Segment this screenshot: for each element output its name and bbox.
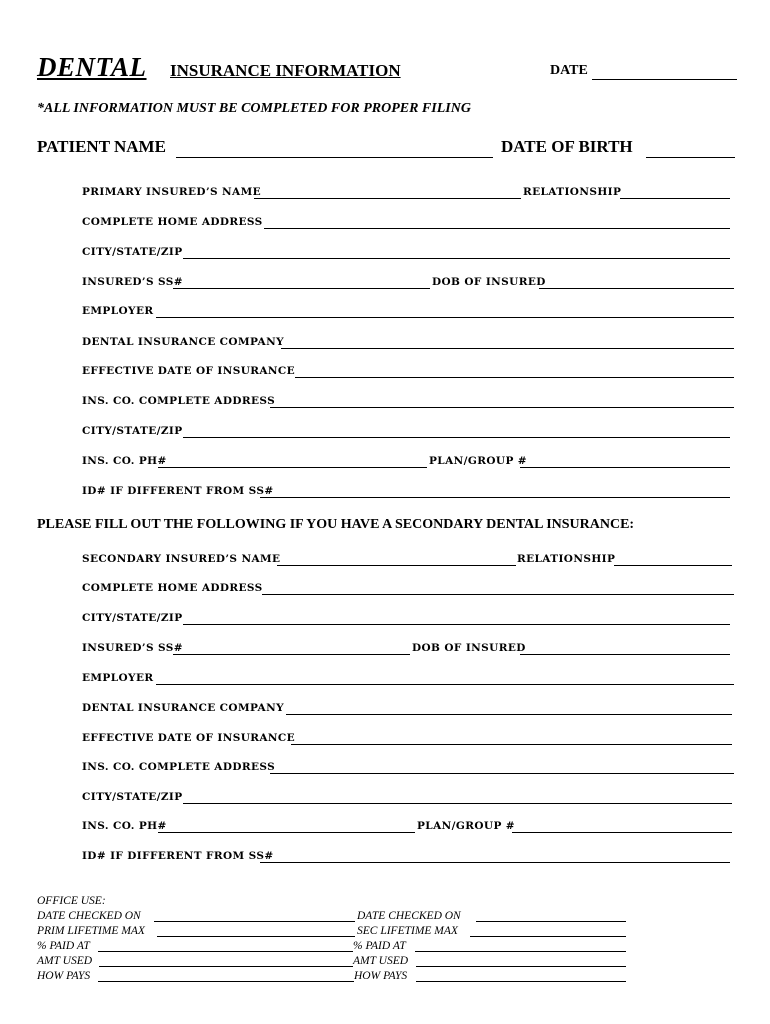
secondary-effective-date-line[interactable] xyxy=(291,744,732,745)
secondary-insured-ss-field[interactable] xyxy=(82,642,730,658)
secondary-co-phone-field[interactable] xyxy=(82,820,734,836)
secondary-co-address-label: INS. CO. COMPLETE ADDRESS xyxy=(82,761,276,773)
primary-id-number-line[interactable] xyxy=(260,497,730,498)
secondary-effective-date-field[interactable] xyxy=(82,732,732,748)
form-title-insurance-information: INSURANCE INFORMATION xyxy=(170,61,401,80)
primary-co-address-field[interactable] xyxy=(82,395,734,411)
secondary-co-phone-label: INS. CO. PH# xyxy=(82,820,167,832)
secondary-insured-ss-line[interactable] xyxy=(173,654,410,655)
date-checked-on-2-line[interactable] xyxy=(476,921,626,922)
percent-paid-at-2-line[interactable] xyxy=(415,951,626,952)
office-row-lifetime-max xyxy=(37,925,637,940)
primary-insurance-company-field[interactable] xyxy=(82,336,734,352)
secondary-city-state-zip-line[interactable] xyxy=(183,624,730,625)
primary-effective-date-line[interactable] xyxy=(295,377,734,378)
primary-co-city-state-zip-line[interactable] xyxy=(183,437,730,438)
primary-insured-ss-field[interactable] xyxy=(82,276,734,292)
date-checked-on-2-label: DATE CHECKED ON xyxy=(357,910,461,922)
secondary-id-number-line[interactable] xyxy=(260,862,730,863)
primary-home-address-label: COMPLETE HOME ADDRESS xyxy=(82,216,263,228)
office-row-amt-used xyxy=(37,955,637,970)
secondary-insurance-company-line[interactable] xyxy=(286,714,732,715)
how-pays-2-line[interactable] xyxy=(416,981,626,982)
secondary-relationship-line[interactable] xyxy=(614,565,732,566)
secondary-employer-field[interactable] xyxy=(82,672,734,688)
primary-insured-name-field[interactable] xyxy=(82,186,730,202)
office-row-how-pays xyxy=(37,970,637,985)
primary-co-phone-label: INS. CO. PH# xyxy=(82,455,167,467)
how-pays-2-label: HOW PAYS xyxy=(354,970,408,982)
secondary-effective-date-label: EFFECTIVE DATE OF INSURANCE xyxy=(82,732,296,744)
primary-insured-ss-line[interactable] xyxy=(173,288,430,289)
office-row-percent-paid xyxy=(37,940,637,955)
primary-co-phone-line[interactable] xyxy=(158,467,427,468)
sec-lifetime-max-label: SEC LIFETIME MAX xyxy=(357,925,458,937)
primary-dob-insured-line[interactable] xyxy=(539,288,734,289)
primary-id-number-label: ID# IF DIFFERENT FROM SS# xyxy=(82,485,274,497)
secondary-employer-line[interactable] xyxy=(156,684,734,685)
secondary-insurance-company-label: DENTAL INSURANCE COMPANY xyxy=(82,702,284,714)
sec-lifetime-max-line[interactable] xyxy=(470,936,626,937)
primary-effective-date-field[interactable] xyxy=(82,365,734,381)
secondary-dob-insured-label: DOB OF INSURED xyxy=(412,642,526,654)
percent-paid-at-2-label: % PAID AT xyxy=(353,940,406,952)
secondary-insured-name-label: SECONDARY INSURED’S NAME xyxy=(82,553,281,565)
secondary-id-number-field[interactable] xyxy=(82,850,730,866)
secondary-employer-label: EMPLOYER xyxy=(82,672,154,684)
filing-notice: *ALL INFORMATION MUST BE COMPLETED FOR PROPER FILING xyxy=(37,101,471,116)
date-checked-on-label: DATE CHECKED ON xyxy=(37,910,141,922)
primary-co-city-state-zip-field[interactable] xyxy=(82,425,730,441)
primary-insured-name-line[interactable] xyxy=(254,198,521,199)
secondary-co-city-state-zip-field[interactable] xyxy=(82,791,732,807)
date-of-birth-line[interactable] xyxy=(646,157,735,158)
primary-city-state-zip-field[interactable] xyxy=(82,246,730,262)
secondary-city-state-zip-field[interactable] xyxy=(82,612,730,628)
secondary-id-number-label: ID# IF DIFFERENT FROM SS# xyxy=(82,850,274,862)
prim-lifetime-max-line[interactable] xyxy=(157,936,355,937)
primary-relationship-line[interactable] xyxy=(620,198,730,199)
primary-id-number-field[interactable] xyxy=(82,485,730,501)
how-pays-label: HOW PAYS xyxy=(37,970,91,982)
secondary-insurance-company-field[interactable] xyxy=(82,702,732,718)
secondary-co-address-field[interactable] xyxy=(82,761,734,777)
primary-co-address-line[interactable] xyxy=(270,407,734,408)
primary-insurance-company-line[interactable] xyxy=(281,348,734,349)
primary-co-city-state-zip-label: CITY/STATE/ZIP xyxy=(82,425,183,437)
primary-co-address-label: INS. CO. COMPLETE ADDRESS xyxy=(82,395,276,407)
secondary-co-phone-line[interactable] xyxy=(158,832,415,833)
secondary-insured-name-line[interactable] xyxy=(277,565,516,566)
amt-used-label: AMT USED xyxy=(37,955,93,967)
primary-city-state-zip-label: CITY/STATE/ZIP xyxy=(82,246,183,258)
secondary-city-state-zip-label: CITY/STATE/ZIP xyxy=(82,612,183,624)
header-date-label: DATE xyxy=(550,63,588,78)
primary-insured-ss-label: INSURED’S SS# xyxy=(82,276,183,288)
primary-home-address-line[interactable] xyxy=(264,228,730,229)
primary-home-address-field[interactable] xyxy=(82,216,730,232)
form-title-dental: DENTAL xyxy=(37,52,147,82)
header-date-field[interactable] xyxy=(550,63,737,83)
office-row-date-checked xyxy=(37,910,637,925)
patient-name-label: PATIENT NAME xyxy=(37,137,166,156)
primary-employer-label: EMPLOYER xyxy=(82,305,154,317)
form-header xyxy=(37,52,737,84)
secondary-plan-group-label: PLAN/GROUP # xyxy=(417,820,516,832)
primary-co-phone-field[interactable] xyxy=(82,455,730,471)
secondary-insured-ss-label: INSURED’S SS# xyxy=(82,642,183,654)
percent-paid-at-line[interactable] xyxy=(98,951,353,952)
secondary-home-address-line[interactable] xyxy=(262,594,734,595)
primary-employer-field[interactable] xyxy=(82,305,734,321)
primary-insured-name-label: PRIMARY INSURED’S NAME xyxy=(82,186,262,198)
secondary-co-city-state-zip-label: CITY/STATE/ZIP xyxy=(82,791,183,803)
primary-employer-line[interactable] xyxy=(156,317,734,318)
office-use-section xyxy=(37,895,637,995)
header-date-line[interactable] xyxy=(592,79,737,80)
primary-dob-insured-label: DOB OF INSURED xyxy=(432,276,546,288)
amt-used-line[interactable] xyxy=(99,966,353,967)
primary-plan-group-line[interactable] xyxy=(520,467,730,468)
percent-paid-at-label: % PAID AT xyxy=(37,940,90,952)
date-of-birth-label: DATE OF BIRTH xyxy=(501,137,633,156)
secondary-relationship-label: RELATIONSHIP xyxy=(517,553,616,565)
office-use-heading: OFFICE USE: xyxy=(37,895,106,907)
amt-used-2-label: AMT USED xyxy=(353,955,409,967)
date-checked-on-line[interactable] xyxy=(154,921,355,922)
secondary-insurance-heading: PLEASE FILL OUT THE FOLLOWING IF YOU HAVE A SECONDARY DENTAL INSURANCE: xyxy=(37,517,635,532)
prim-lifetime-max-label: PRIM LIFETIME MAX xyxy=(37,925,145,937)
secondary-home-address-label: COMPLETE HOME ADDRESS xyxy=(82,582,263,594)
how-pays-line[interactable] xyxy=(98,981,354,982)
secondary-insured-name-field[interactable] xyxy=(82,553,732,569)
secondary-plan-group-line[interactable] xyxy=(512,832,732,833)
secondary-home-address-field[interactable] xyxy=(82,582,734,598)
secondary-dob-insured-line[interactable] xyxy=(520,654,730,655)
secondary-co-address-line[interactable] xyxy=(270,773,734,774)
amt-used-2-line[interactable] xyxy=(416,966,626,967)
primary-city-state-zip-line[interactable] xyxy=(183,258,730,259)
secondary-co-city-state-zip-line[interactable] xyxy=(183,803,732,804)
patient-row xyxy=(37,137,737,161)
primary-insurance-company-label: DENTAL INSURANCE COMPANY xyxy=(82,336,284,348)
primary-effective-date-label: EFFECTIVE DATE OF INSURANCE xyxy=(82,365,296,377)
primary-relationship-label: RELATIONSHIP xyxy=(523,186,622,198)
primary-plan-group-label: PLAN/GROUP # xyxy=(429,455,528,467)
patient-name-line[interactable] xyxy=(176,157,493,158)
